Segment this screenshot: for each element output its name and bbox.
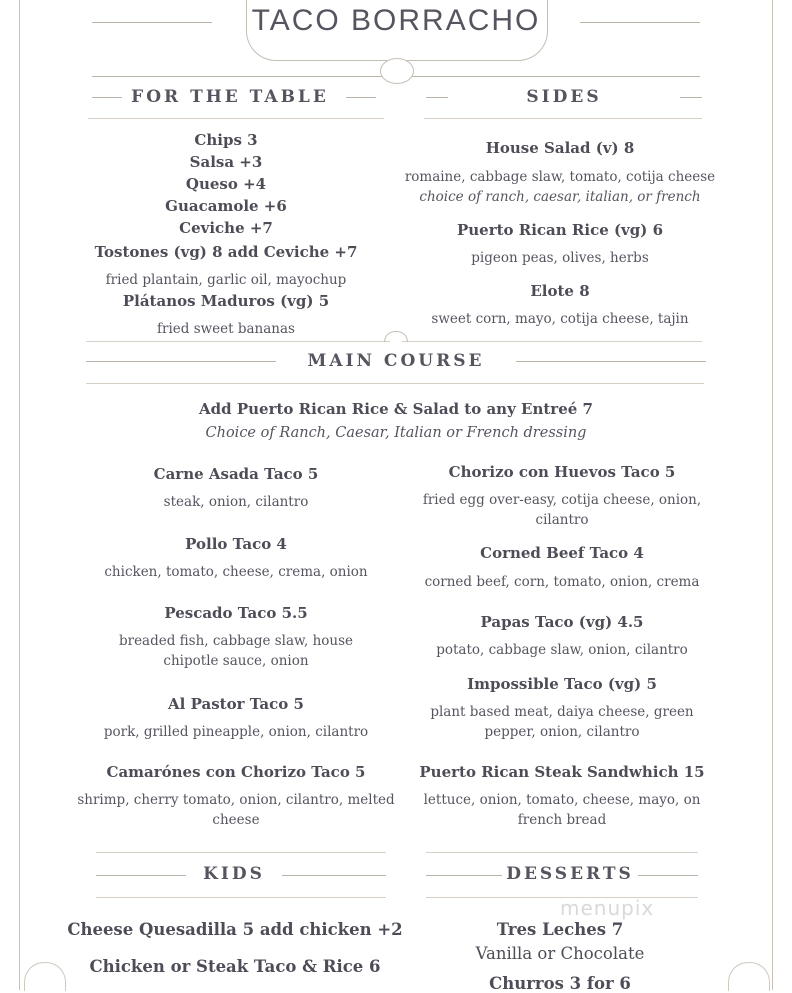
- elote-name: Elote 8: [530, 282, 590, 300]
- house-salad-choice: choice of ranch, caesar, italian, or french: [419, 189, 701, 205]
- papas-name: Papas Taco (vg) 4.5: [480, 613, 644, 631]
- left-border: [19, 0, 20, 990]
- steak-sandwich-name: Puerto Rican Steak Sandwhich 15: [419, 763, 705, 781]
- kids-heading: KIDS: [203, 864, 265, 884]
- pescado-name: Pescado Taco 5.5: [164, 604, 308, 622]
- al-pastor-desc: pork, grilled pineapple, onion, cilantro: [103, 724, 369, 740]
- elote-desc: sweet corn, mayo, cotija cheese, tajin: [431, 311, 689, 327]
- tres-leches-desc: Vanilla or Chocolate: [475, 944, 645, 963]
- camarones-desc-2: cheese: [212, 812, 260, 828]
- watermark: menupix: [560, 896, 655, 920]
- ceviche-item: Ceviche +7: [179, 219, 273, 237]
- salsa-item: Salsa +3: [189, 153, 263, 171]
- platanos-desc: fried sweet bananas: [157, 321, 295, 337]
- carne-asada-name: Carne Asada Taco 5: [153, 465, 319, 483]
- restaurant-title: TACO BORRACHO: [251, 4, 541, 37]
- pescado-desc-1: breaded fish, cabbage slaw, house: [118, 633, 354, 649]
- camarones-name: Camarónes con Chorizo Taco 5: [106, 763, 366, 781]
- impossible-desc-1: plant based meat, daiya cheese, green: [430, 704, 694, 720]
- desserts-heading: DESSERTS: [506, 864, 634, 884]
- impossible-desc-2: pepper, onion, cilantro: [484, 724, 640, 740]
- rice-name: Puerto Rican Rice (vg) 6: [456, 221, 664, 239]
- impossible-name: Impossible Taco (vg) 5: [467, 675, 657, 693]
- chorizo-huevos-desc-2: cilantro: [535, 512, 589, 528]
- queso-item: Queso +4: [185, 175, 267, 193]
- addon-choice: Choice of Ranch, Caesar, Italian or French dressing: [205, 425, 587, 441]
- chips-item: Chips 3: [194, 131, 258, 149]
- pollo-name: Pollo Taco 4: [185, 535, 287, 553]
- chorizo-huevos-name: Chorizo con Huevos Taco 5: [448, 463, 676, 481]
- camarones-desc-1: shrimp, cherry tomato, onion, cilantro, melted: [77, 792, 395, 808]
- divider-ornament: [384, 331, 408, 342]
- addon-text: Add Puerto Rican Rice & Salad to any Entreé 7: [199, 400, 593, 418]
- corned-beef-desc: corned beef, corn, tomato, onion, crema: [424, 574, 700, 590]
- tostones-name: Tostones (vg) 8 add Ceviche +7: [94, 243, 358, 261]
- al-pastor-name: Al Pastor Taco 5: [168, 695, 304, 713]
- pescado-desc-2: chipotle sauce, onion: [163, 653, 309, 669]
- sides-heading: SIDES: [526, 87, 602, 107]
- tres-leches-name: Tres Leches 7: [496, 920, 624, 939]
- bottom-right-ornament: [728, 962, 770, 991]
- steak-sandwich-desc-2: french bread: [517, 812, 607, 828]
- churros-name: Churros 3 for 6: [489, 974, 631, 993]
- house-salad-name: House Salad (v) 8: [485, 139, 635, 157]
- main-course-heading: MAIN COURSE: [307, 351, 485, 371]
- pollo-desc: chicken, tomato, cheese, crema, onion: [104, 564, 368, 580]
- kids-item-taco-rice: Chicken or Steak Taco & Rice 6: [89, 957, 381, 976]
- rice-desc: pigeon peas, olives, herbs: [471, 250, 649, 266]
- tostones-desc: fried plantain, garlic oil, mayochup: [105, 272, 347, 288]
- platanos-name: Plátanos Maduros (vg) 5: [122, 292, 330, 310]
- steak-sandwich-desc-1: lettuce, onion, tomato, cheese, mayo, on: [423, 792, 701, 808]
- right-border: [772, 0, 773, 990]
- papas-desc: potato, cabbage slaw, onion, cilantro: [436, 642, 688, 658]
- chorizo-huevos-desc-1: fried egg over-easy, cotija cheese, onion,: [422, 492, 702, 508]
- carne-asada-desc: steak, onion, cilantro: [163, 494, 309, 510]
- for-the-table-heading: FOR THE TABLE: [131, 87, 329, 107]
- corned-beef-name: Corned Beef Taco 4: [480, 544, 644, 562]
- house-salad-desc: romaine, cabbage slaw, tomato, cotija cheese: [404, 169, 716, 185]
- kids-item-quesadilla: Cheese Quesadilla 5 add chicken +2: [67, 920, 403, 939]
- guacamole-item: Guacamole +6: [165, 197, 287, 215]
